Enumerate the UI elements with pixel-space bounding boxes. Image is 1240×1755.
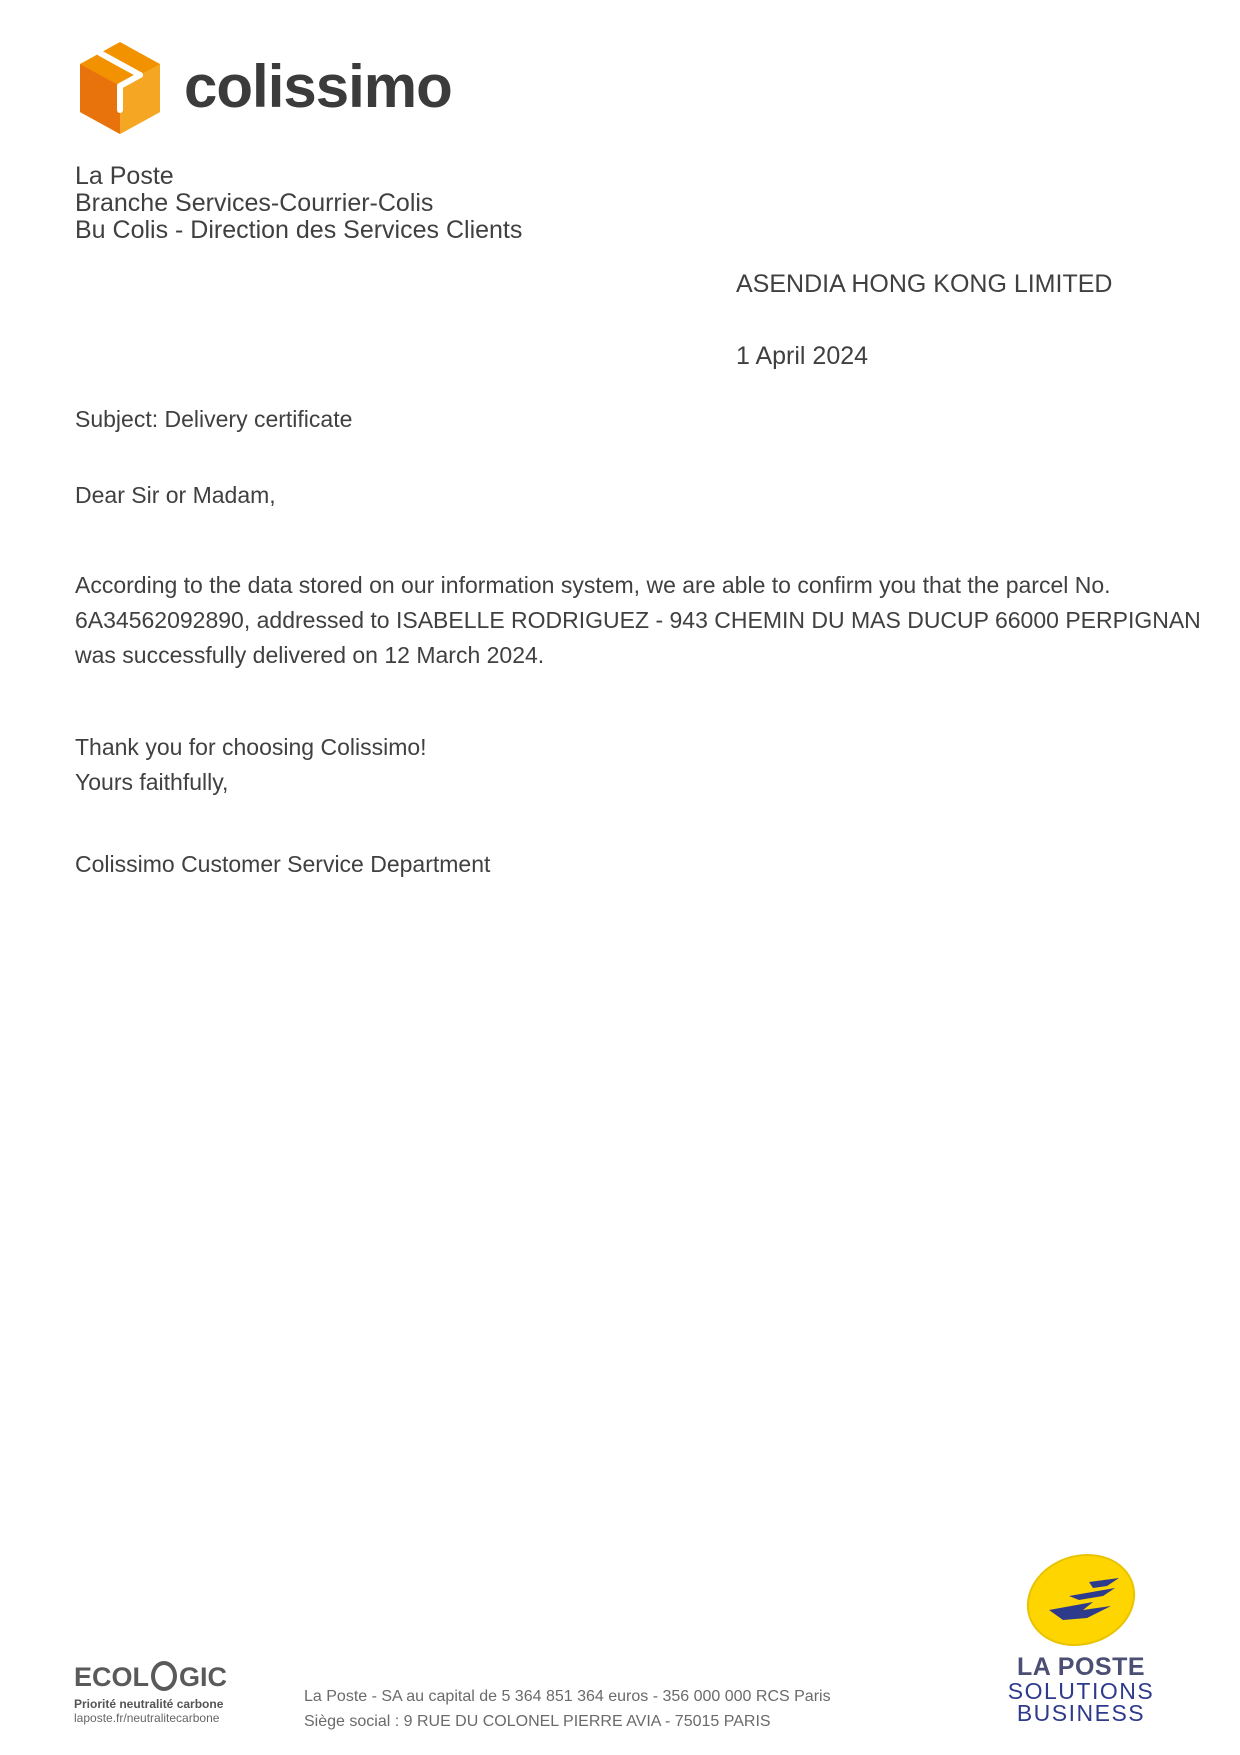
closing-line: Yours faithfully,: [75, 769, 229, 795]
ecologic-wordmark: [74, 1662, 244, 1693]
ecologic-tagline: Priorité neutralité carbone: [74, 1697, 224, 1711]
ecologic-word-left: ECOL: [74, 1662, 150, 1692]
body-line: 6A34562092890, addressed to ISABELLE RODRIGUEZ - 943 CHEMIN DU MAS DUCUP 66000 PERPIGNAN: [75, 607, 1201, 633]
sender-address: [75, 163, 522, 244]
la-poste-name: LA POSTE: [1016, 1653, 1146, 1681]
legal-line: Siège social : 9 RUE DU COLONEL PIERRE AVIA - 75015 PARIS: [304, 1713, 771, 1730]
recipient-name: ASENDIA HONG KONG LIMITED: [736, 270, 1113, 298]
la-poste-sub2: BUSINESS: [1016, 1700, 1146, 1726]
sender-line: La Poste: [75, 162, 174, 190]
closing-line: Thank you for choosing Colissimo!: [75, 734, 427, 760]
colissimo-logo: [78, 40, 452, 136]
ecologic-url: laposte.fr/neutralitecarbone: [74, 1711, 220, 1725]
ecologic-ring-icon: [151, 1661, 177, 1691]
sender-line: Bu Colis - Direction des Services Clients: [75, 216, 523, 244]
legal-footer: [304, 1684, 831, 1734]
package-cube-icon: [78, 40, 162, 136]
body-line: was successfully delivered on 12 March 2024.: [75, 642, 545, 668]
logo-wordmark: colissimo: [184, 52, 452, 120]
body-paragraph: [75, 568, 1201, 673]
sender-line: Branche Services-Courrier-Colis: [75, 189, 434, 217]
la-poste-logo: [1006, 1552, 1156, 1724]
la-poste-sub1: SOLUTIONS: [1007, 1678, 1155, 1704]
ecologic-logo: [74, 1662, 244, 1725]
body-line: According to the data stored on our information system, we are able to confirm you that the parcel No.: [75, 572, 1111, 598]
subject-line: Subject: Delivery certificate: [75, 406, 353, 432]
signature: Colissimo Customer Service Department: [75, 851, 491, 877]
salutation: Dear Sir or Madam,: [75, 482, 276, 508]
ecologic-word-right: GIC: [179, 1662, 228, 1692]
closing: [75, 730, 427, 800]
la-poste-bird-icon: [1023, 1552, 1139, 1648]
legal-line: La Poste - SA au capital de 5 364 851 364 euros - 356 000 000 RCS Paris: [304, 1688, 831, 1705]
letter-date: 1 April 2024: [736, 342, 869, 370]
